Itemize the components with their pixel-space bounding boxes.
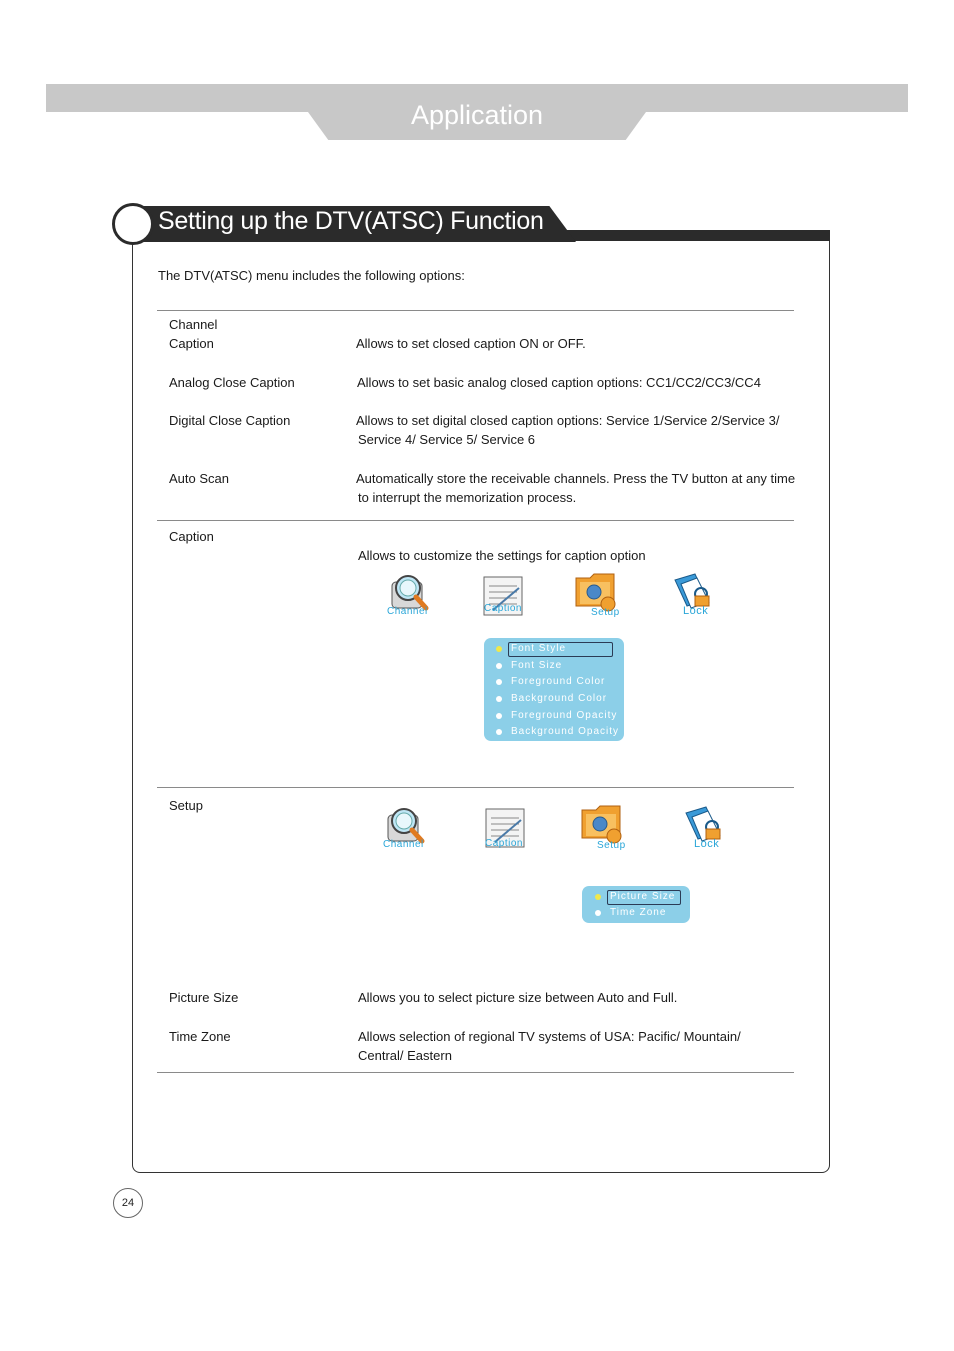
- menu-item-font-style[interactable]: Font Style: [511, 643, 567, 654]
- icon-label-channel: Channel: [387, 606, 428, 617]
- channel-heading: Channel: [169, 317, 218, 332]
- item-desc-picture-size: Allows you to select picture size between Auto and Full.: [358, 990, 678, 1005]
- item-desc-caption: Allows to set closed caption ON or OFF.: [356, 336, 586, 351]
- menu-item-time-zone[interactable]: Time Zone: [610, 907, 667, 918]
- icon-label-caption: Caption: [485, 838, 523, 849]
- icon-label-caption: Caption: [484, 603, 522, 614]
- setup-options-menu: [582, 886, 690, 923]
- menu-bullet: [496, 713, 502, 719]
- item-name-analog-cc: Analog Close Caption: [169, 375, 295, 390]
- item-desc-digital-cc-1: Allows to set digital closed caption options: Service 1/Service 2/Service 3/: [356, 413, 780, 428]
- menu-bullet: [496, 696, 502, 702]
- item-name-caption: Caption: [169, 336, 214, 351]
- item-desc-auto-scan-1: Automatically store the receivable channels. Press the TV button at any time: [356, 471, 796, 486]
- divider: [157, 787, 794, 788]
- item-desc-analog-cc: Allows to set basic analog closed caption options: CC1/CC2/CC3/CC4: [357, 375, 761, 390]
- menu-item-background-color[interactable]: Background Color: [511, 693, 608, 704]
- menu-bullet: [595, 910, 601, 916]
- divider: [157, 310, 794, 311]
- item-name-auto-scan: Auto Scan: [169, 471, 229, 486]
- section-title: Setting up the DTV(ATSC) Function: [158, 207, 544, 235]
- intro-text: The DTV(ATSC) menu includes the following options:: [158, 268, 465, 283]
- caption-heading: Caption: [169, 529, 214, 544]
- icon-label-channel: Channel: [383, 839, 424, 850]
- item-desc-digital-cc-2: Service 4/ Service 5/ Service 6: [358, 432, 536, 447]
- item-name-time-zone: Time Zone: [169, 1029, 231, 1044]
- setup-heading: Setup: [169, 798, 203, 813]
- section-circle: [112, 203, 154, 245]
- menu-bullet: [496, 679, 502, 685]
- item-name-picture-size: Picture Size: [169, 990, 239, 1005]
- menu-bullet: [496, 663, 502, 669]
- item-desc-auto-scan-2: to interrupt the memorization process.: [358, 490, 577, 505]
- menu-item-font-size[interactable]: Font Size: [511, 660, 563, 671]
- menu-bullet: [496, 646, 502, 652]
- menu-bullet: [496, 729, 502, 735]
- item-desc-time-zone-2: Central/ Eastern: [358, 1048, 452, 1063]
- item-desc-time-zone-1: Allows selection of regional TV systems of USA: Pacific/ Mountain/: [358, 1029, 741, 1044]
- divider: [157, 1072, 794, 1073]
- icon-label-lock: Lock: [694, 838, 720, 850]
- menu-item-foreground-opacity[interactable]: Foreground Opacity: [511, 710, 618, 721]
- menu-bullet: [595, 894, 601, 900]
- divider: [157, 520, 794, 521]
- icon-label-lock: Lock: [683, 605, 709, 617]
- icon-label-setup: Setup: [591, 607, 620, 618]
- page-title: Application: [410, 100, 544, 130]
- menu-item-foreground-color[interactable]: Foreground Color: [511, 676, 606, 687]
- caption-desc: Allows to customize the settings for caption option: [358, 548, 646, 563]
- icon-label-setup: Setup: [597, 840, 626, 851]
- page-number: 24: [113, 1188, 143, 1218]
- menu-item-background-opacity[interactable]: Background Opacity: [511, 726, 620, 737]
- caption-options-menu: [484, 638, 624, 741]
- item-name-digital-cc: Digital Close Caption: [169, 413, 291, 428]
- menu-item-picture-size[interactable]: Picture Size: [610, 891, 676, 902]
- notepad-icon: [481, 574, 533, 622]
